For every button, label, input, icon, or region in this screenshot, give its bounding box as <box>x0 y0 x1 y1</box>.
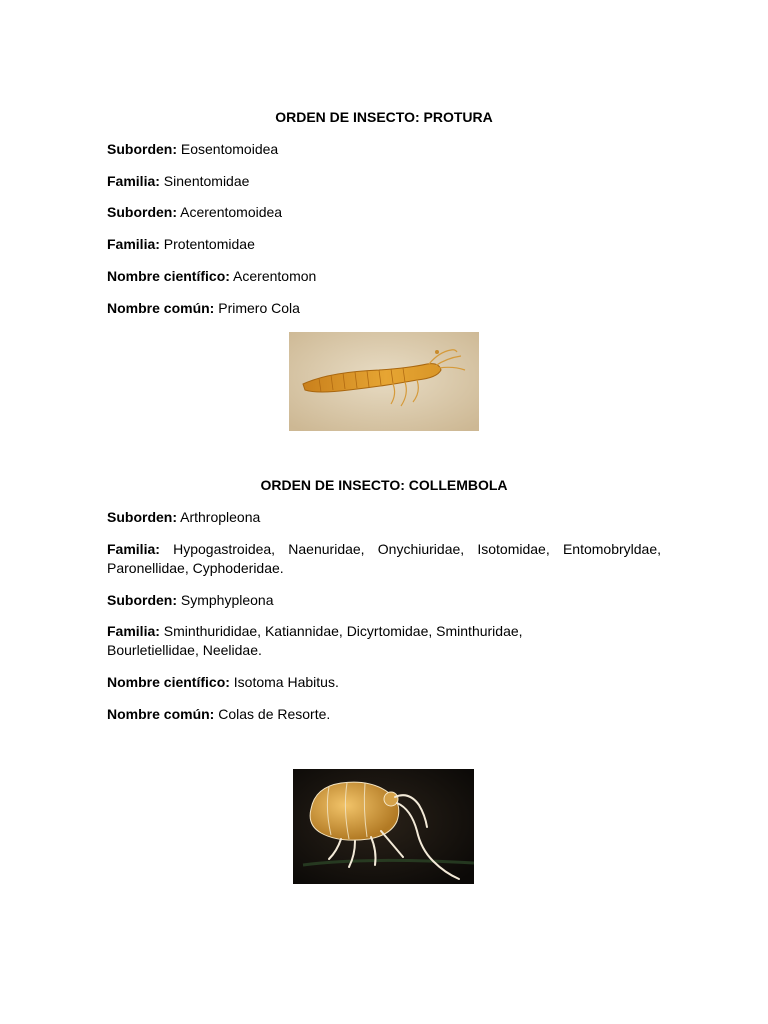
row-label: Nombre científico: <box>107 674 230 690</box>
row-label: Suborden: <box>107 141 177 157</box>
row-value: Symphypleona <box>180 592 274 608</box>
row-value: Eosentomoidea <box>180 141 279 157</box>
row-nombre-comun <box>107 705 661 724</box>
row-label: Suborden: <box>107 204 177 220</box>
row-label: Familia: <box>107 623 160 639</box>
row-value: Colas de Resorte. <box>218 706 331 722</box>
row-familia-1 <box>107 172 661 191</box>
row-label: Suborden: <box>107 592 177 608</box>
row-value: Sminthurididae, Katiannidae, Dicyrtomidae, Sminthuridae, Bourletiellidae, Neelidae. <box>107 623 523 658</box>
row-suborden-1 <box>107 508 661 527</box>
row-nombre-cientifico <box>107 267 661 286</box>
row-label: Nombre común: <box>107 706 215 722</box>
row-familia-1 <box>107 540 661 578</box>
section-heading-collembola: ORDEN DE INSECTO: COLLEMBOLA <box>260 477 508 493</box>
row-label: Familia: <box>107 236 160 252</box>
row-label: Nombre científico: <box>107 268 230 284</box>
row-label: Familia: <box>107 173 160 189</box>
row-label: Familia: <box>107 541 160 557</box>
row-label: Suborden: <box>107 509 177 525</box>
row-value: Protentomidae <box>163 236 255 252</box>
row-value: Acerentomoidea <box>180 204 283 220</box>
row-familia-2 <box>107 235 661 254</box>
row-suborden-2 <box>107 591 661 610</box>
row-value: Primero Cola <box>218 300 300 316</box>
row-suborden-1 <box>107 140 661 159</box>
row-value: Hypogastroidea, Naenuridae, Onychiuridae, Isotomidae, Entomobryldae, Paronellidae, Cyphoderidae. <box>107 541 662 576</box>
protura-specimen-photo <box>289 332 479 431</box>
row-suborden-2 <box>107 203 661 222</box>
collembola-specimen-photo <box>293 769 474 884</box>
row-value: Acerentomon <box>233 268 317 284</box>
row-value: Sinentomidae <box>163 173 250 189</box>
row-label: Nombre común: <box>107 300 215 316</box>
row-nombre-cientifico <box>107 673 661 692</box>
row-nombre-comun <box>107 299 661 318</box>
row-value: Isotoma Habitus. <box>233 674 339 690</box>
row-familia-2 <box>107 622 617 660</box>
row-value: Arthropleona <box>180 509 261 525</box>
section-heading-protura: ORDEN DE INSECTO: PROTURA <box>275 109 493 125</box>
